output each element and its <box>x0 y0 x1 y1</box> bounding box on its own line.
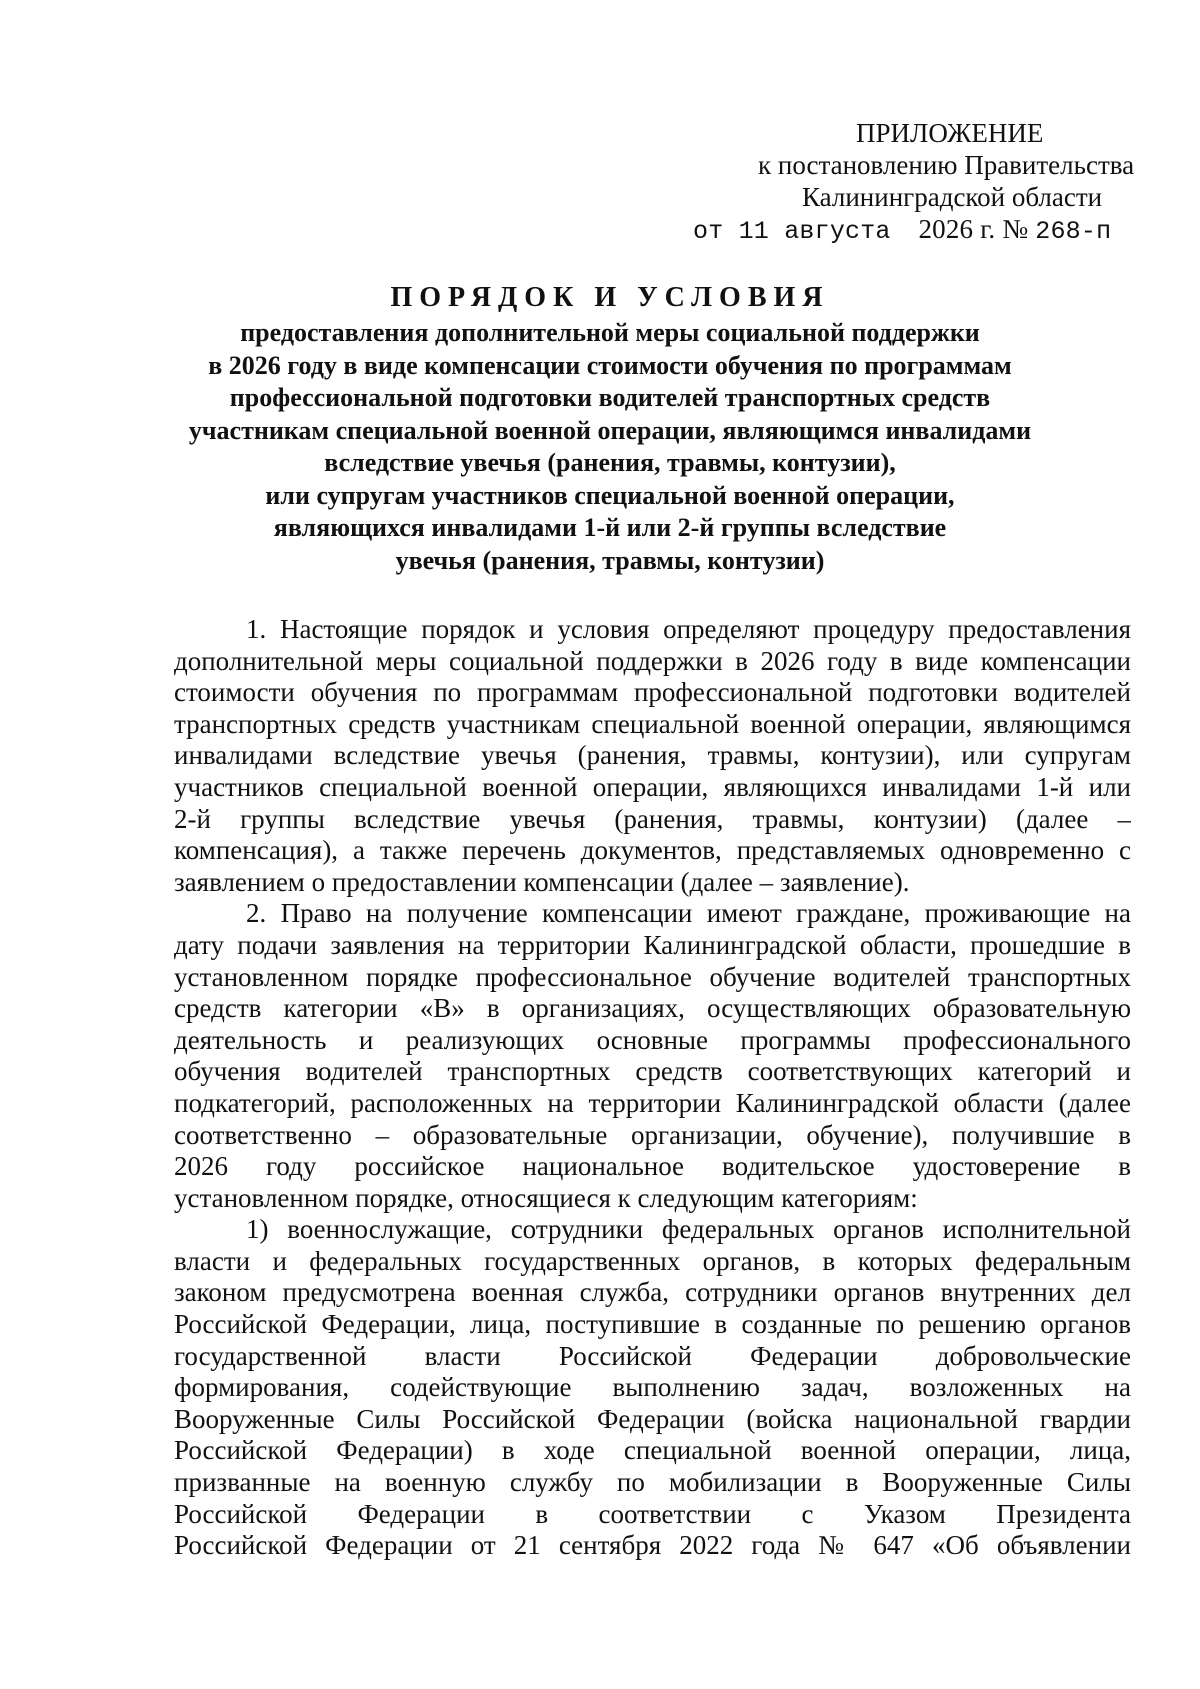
subitem-1-line: власти и федеральных государственных органов, в которых федеральным <box>174 1245 1131 1276</box>
paragraph-1-line: дополнительной меры социальной поддержки в 2026 году в виде компенсации <box>174 645 1131 676</box>
appendix-date: от 11 августа <box>693 217 891 246</box>
title-subtitle <box>150 317 1070 577</box>
subitem-1-line: Российской Федерации в соответствии с Указом Президента <box>174 1498 1131 1529</box>
paragraph-2-line: деятельность и реализующих основные программы профессионального <box>174 1024 1131 1055</box>
title-line: в 2026 году в виде компенсации стоимости обучения по программам <box>208 350 1012 380</box>
appendix-date-line <box>640 213 1120 248</box>
document-title <box>150 279 1070 577</box>
subitem-1-line: государственной власти Российской Федерации добровольческие <box>174 1340 1131 1371</box>
document-body <box>174 614 1131 1562</box>
paragraph-1-line: заявлением о предоставлении компенсации (далее – заявление). <box>174 866 910 897</box>
appendix-number-sign: № <box>1002 214 1029 244</box>
paragraph-2-line: подкатегорий, расположенных на территории Калининградской области (далее <box>174 1087 1131 1118</box>
paragraph-1-line: компенсация), а также перечень документов, представляемых одновременно с <box>174 835 1131 866</box>
appendix-line-region: Калининградской области <box>802 182 1103 212</box>
paragraph-1-line: инвалидами вследствие увечья (ранения, травмы, контузии), или супругам <box>174 740 1131 771</box>
paragraph-2-line: средств категории «В» в организациях, осуществляющих образовательную <box>174 993 1131 1024</box>
paragraph-1-line: участников специальной военной операции, являющихся инвалидами 1-й или <box>174 771 1131 802</box>
title-line: профессиональной подготовки водителей транспортных средств <box>229 383 991 412</box>
appendix-number: 268-п <box>1035 217 1112 246</box>
paragraph-2-line: дату подачи заявления на территории Калининградской области, прошедшие в <box>174 929 1131 960</box>
paragraph-1-line: 2-й группы вследствие увечья (ранения, травмы, контузии) (далее – <box>174 803 1131 834</box>
subitem-1-line: Вооруженные Силы Российской Федерации (войска национальной гвардии <box>174 1403 1131 1434</box>
paragraph-2-line: установленном порядке, относящиеся к следующим категориям: <box>174 1182 918 1213</box>
subitem-1-line: Российской Федерации, лица, поступившие в созданные по решению органов <box>174 1309 1131 1340</box>
title-line: увечья (ранения, травмы, контузии) <box>395 545 825 575</box>
appendix-label: ПРИЛОЖЕНИЕ <box>856 118 1044 148</box>
subitem-1-line: Российской Федерации от 21 сентября 2022 года № 647 «Об объявлении <box>174 1530 1131 1561</box>
title-line: вследствие увечья (ранения, травмы, контузии), <box>324 448 896 477</box>
paragraph-2-line: обучения водителей транспортных средств соответствующих категорий и <box>174 1056 1131 1087</box>
paragraph-2-line: установленном порядке профессиональное обучение водителей транспортных <box>174 961 1131 992</box>
paragraph-2-line: 2. Право на получение компенсации имеют граждане, проживающие на <box>246 898 1131 929</box>
subitem-1-line: 1) военнослужащие, сотрудники федеральных органов исполнительной <box>246 1214 1131 1245</box>
title-main: ПОРЯДОК И УСЛОВИЯ <box>390 282 830 313</box>
subitem-1-line: законом предусмотрена военная служба, сотрудники органов внутренних дел <box>174 1277 1131 1308</box>
appendix-header <box>640 117 1135 248</box>
title-line: являющихся инвалидами 1-й или 2-й группы вследствие <box>273 513 947 542</box>
appendix-line-resolution: к постановлению Правительства <box>758 150 1135 180</box>
paragraph-2-line: соответственно – образовательные организации, обучение), получившие в <box>174 1119 1131 1150</box>
subitem-1-line: Российской Федерации) в ходе специальной военной операции, лица, <box>174 1435 1131 1466</box>
paragraph-1-line: 1. Настоящие порядок и условия определяют процедуру предоставления <box>246 614 1131 644</box>
subitem-1-line: призванные на военную службу по мобилизации в Вооруженные Силы <box>174 1467 1131 1498</box>
subitem-1-line: формирования, содействующие выполнению задач, возложенных на <box>174 1372 1131 1403</box>
title-line: или супругам участников специальной военной операции, <box>265 480 955 510</box>
paragraph-1-line: транспортных средств участникам специальной военной операции, являющимся <box>174 708 1131 739</box>
appendix-year: 2026 г. <box>918 214 996 244</box>
title-line: участникам специальной военной операции, являющимся инвалидами <box>188 415 1032 445</box>
paragraph-1-line: стоимости обучения по программам профессиональной подготовки водителей <box>174 677 1131 708</box>
title-line: предоставления дополнительной меры социальной поддержки <box>240 318 980 347</box>
paragraph-2-line: 2026 году российское национальное водительское удостоверение в <box>174 1151 1131 1182</box>
